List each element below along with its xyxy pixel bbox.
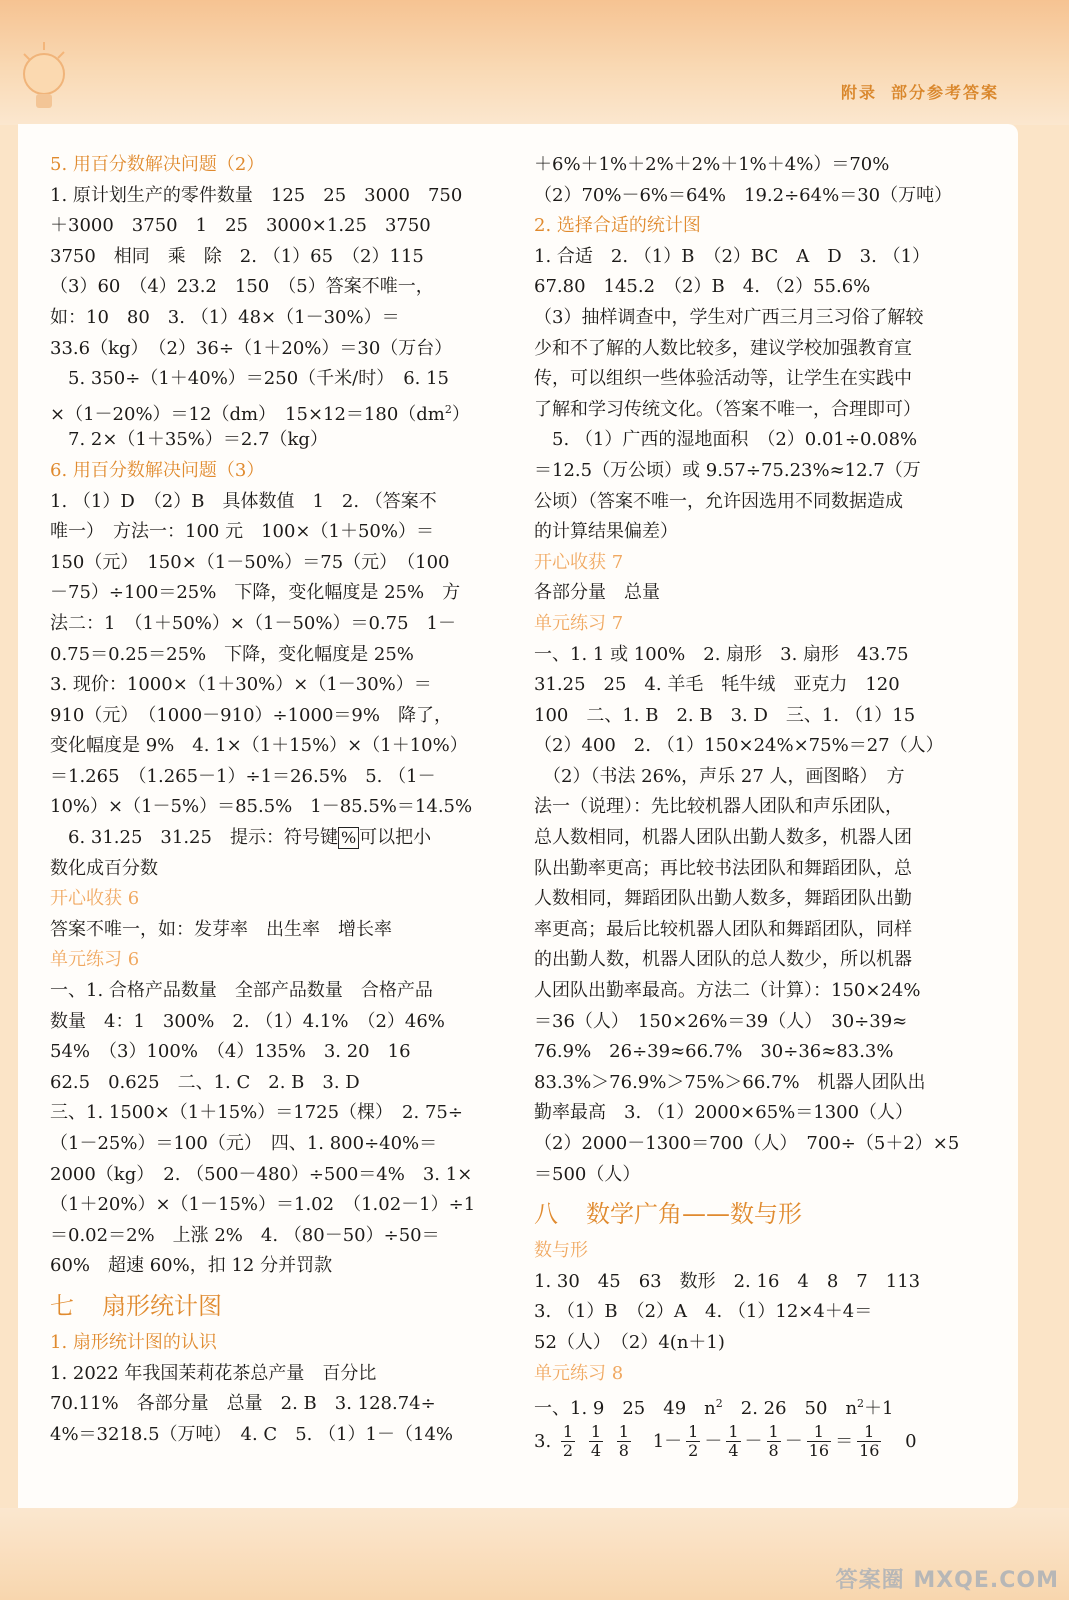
text-fragment: 3. <box>534 1430 552 1452</box>
lightbulb-icon <box>16 40 76 120</box>
text-line: ＝36（人） 150×26%＝39（人） 30÷39≈ <box>534 1010 908 1032</box>
text-line: 了解和学习传统文化。（答案不唯一，合理即可） <box>534 398 921 420</box>
text-line: 10%）×（1－5%）＝85.5% 1－85.5%＝14.5% <box>50 796 473 818</box>
chapter-title: 扇形统计图 <box>102 1291 222 1320</box>
fraction-line <box>534 1420 974 1464</box>
text-line: 5. 350÷（1＋40%）＝250（千米/时） 6. 15 <box>50 368 450 390</box>
minus-sign: － <box>784 1430 803 1452</box>
minus-sign: － <box>704 1430 723 1452</box>
text-line: 54% （3）100% （4）135% 3. 20 16 <box>50 1041 411 1063</box>
text-line: 60% 超速 60%，扣 12 分并罚款 <box>50 1255 333 1277</box>
section-heading: 数与形 <box>534 1240 588 1262</box>
text-line: ＋6%＋1%＋2%＋2%＋1%＋4%）＝70% <box>534 154 890 175</box>
text-line: 三、1. 1500×（1＋15%）＝1725（棵） 2. 75÷ <box>50 1102 463 1124</box>
section-heading: 开心收获 6 <box>50 888 140 910</box>
section-heading: 6. 用百分数解决问题（3） <box>50 459 265 481</box>
section-heading: 单元练习 7 <box>534 612 624 634</box>
text-line: 1. 30 45 63 数形 2. 16 4 8 7 113 <box>534 1270 921 1292</box>
fraction: $\frac{1}{8}$ <box>618 1422 629 1461</box>
fraction: $\frac{1}{4}$ <box>728 1422 739 1461</box>
fraction: $\frac{1}{2}$ <box>562 1422 574 1461</box>
text-line: （1＋20%）×（1－15%）＝1.02 （1.02－1）÷1 <box>50 1194 476 1216</box>
text-line: （1－25%）＝100（元） 四、1. 800÷40%＝ <box>50 1133 438 1154</box>
text-line: 公顷）（答案不唯一，允许因选用不同数据造成 <box>534 490 903 512</box>
text-line: （3）60 （4）23.2 150 （5）答案不唯一， <box>50 276 434 298</box>
text-line: 2000（kg） 2. （500－480）÷500＝4% 3. 1× <box>50 1163 473 1185</box>
text-line: 52（人） （2）4(n＋1) <box>534 1331 725 1353</box>
text-line: ＋3000 3750 1 25 3000×1.25 3750 <box>50 215 431 237</box>
chapter-heading <box>534 1194 974 1234</box>
text-line: 83.3%＞76.9%＞75%＞66.7% 机器人团队出 <box>534 1071 926 1093</box>
text-line: 法一（说理）：先比较机器人团队和声乐团队， <box>534 796 903 818</box>
text-line: 150（元） 150×（1－50%）＝75（元） （100 <box>50 551 450 573</box>
text-line: ＝1.265 （1.265－1）÷1＝26.5% 5. （1－ <box>50 765 436 787</box>
section-heading: 2. 选择合适的统计图 <box>534 215 701 237</box>
text-line: ×（1－20%）＝12（dm） $15\times 12=180(dm^2)$ <box>50 402 470 425</box>
text-fragment: 可以把小 <box>359 827 432 849</box>
text-line: 总人数相同，机器人团队出勤人数多，机器人团 <box>534 827 912 849</box>
text-line: 人团队出勤率最高。方法二（计算）：150×24% <box>534 980 921 1002</box>
left-column <box>50 150 480 1450</box>
text-fragment: 6. 31.25 31.25 提示：符号键 <box>50 827 338 849</box>
text-line: 1. （1）D （2）B 具体数值 1 2. （答案不 <box>50 490 437 512</box>
text-line: ＝500（人） <box>534 1163 641 1185</box>
text-line: 70.11% 各部分量 总量 2. B 3. 128.74÷ <box>50 1393 436 1415</box>
text-line: 67.80 145.2 （2）B 4. （2）55.6% <box>534 276 871 298</box>
text-line: 910（元） （1000－910）÷1000＝9% 降了， <box>50 704 452 726</box>
text-line: （2）400 2. （1）150×24%×75%＝27（人） <box>534 735 944 757</box>
text-line: （2）2000－1300＝700（人） 700÷（5＋2）×5 <box>534 1133 960 1154</box>
chapter-title: 数学广角——数与形 <box>586 1200 802 1229</box>
text-line: 各部分量 总量 <box>534 582 660 604</box>
text-line: 答案不唯一，如：发芽率 出生率 增长率 <box>50 918 392 940</box>
text-line: （3）抽样调查中，学生对广西三月三习俗了解较 <box>534 306 924 328</box>
text-line: 唯一） 方法一：100 元 100×（1＋50%）＝ <box>50 521 434 543</box>
section-heading: 1. 扇形统计图的认识 <box>50 1331 217 1353</box>
text-line: 的出勤人数，机器人团队的总人数少，所以机器 <box>534 949 912 971</box>
text-line: 100 二、1. B 2. B 3. D 三、1. （1）15 <box>534 704 916 726</box>
text-line: ＝0.02＝2% 上涨 2% 4. （80－50）÷50＝ <box>50 1224 440 1246</box>
text-line: 率更高；最后比较机器人团队和舞蹈团队，同样 <box>534 918 912 940</box>
chapter-number: 八 <box>534 1200 558 1229</box>
text-line: 数量 4：1 300% 2. （1）4.1% （2）46% <box>50 1010 445 1032</box>
fraction: $\frac{1}{4}$ <box>590 1422 602 1461</box>
header-band <box>0 0 1069 125</box>
text-line: 一、1. 1 或 100% 2. 扇形 3. 扇形 43.75 <box>534 643 909 665</box>
watermark: 答案圈 MXQE.COM <box>835 1568 1059 1593</box>
fraction: $\frac{1}{16}$ <box>859 1422 880 1461</box>
header-title: 部分参考答案 <box>890 83 999 102</box>
text-line: －75）÷100＝25% 下降，变化幅度是 25% 方 <box>50 582 461 604</box>
text-line: 3. 现价：1000×（1＋30%）×（1－30%）＝ <box>50 674 432 696</box>
text-line: 31.25 25 4. 羊毛 牦牛绒 亚克力 120 <box>534 674 900 696</box>
text-line: 变化幅度是 9% 4. 1×（1＋15%）×（1＋10%） <box>50 735 468 757</box>
text-line: 一、1. 9 25 49 $n^2$ 2. 26 50 $n^2+1$ <box>534 1397 894 1420</box>
section-heading: 单元练习 6 <box>50 949 140 971</box>
text-line: 勤率最高 3. （1）2000×65%＝1300（人） <box>534 1102 914 1124</box>
equals-sign: ＝ <box>835 1430 854 1452</box>
text-line: 33.6（kg） （2）36÷（1＋20%）＝30（万台） <box>50 337 453 359</box>
fraction: $\frac{1}{2}$ <box>688 1422 699 1461</box>
text-fragment: 1－ <box>652 1430 683 1452</box>
text-line: 人数相同，舞蹈团队出勤人数多，舞蹈团队出勤 <box>534 888 912 910</box>
minus-sign: － <box>744 1430 763 1452</box>
percent-key-icon: % <box>338 827 359 849</box>
text-line: 1. 2022 年我国茉莉花茶总产量 百分比 <box>50 1362 377 1384</box>
text-line: 1. 原计划生产的零件数量 125 25 3000 750 <box>50 184 463 206</box>
text-line: 一、1. 合格产品数量 全部产品数量 合格产品 <box>50 980 433 1002</box>
text-line: ＝12.5（万公顷）或 9.57÷75.23%≈12.7（万 <box>534 459 921 481</box>
text-line: 队出勤率更高；再比较书法团队和舞蹈团队，总 <box>534 857 912 879</box>
chapter-heading <box>50 1286 480 1326</box>
text-fragment: 0 <box>905 1430 917 1452</box>
text-line: 法二：1 （1＋50%）×（1－50%）＝0.75 1－ <box>50 612 456 634</box>
page-header <box>827 80 999 103</box>
text-line: 5. （1）广西的湿地面积 （2）0.01÷0.08% <box>534 429 918 451</box>
text-line: 3750 相同 乘 除 2. （1）65 （2）115 <box>50 245 424 267</box>
appendix-label: 附录 <box>840 83 877 102</box>
text-line: 1. 合适 2. （1）B （2）BC A D 3. （1） <box>534 245 931 267</box>
text-line: （2）（书法 26%，声乐 27 人，画图略） 方 <box>534 765 905 787</box>
fraction: $\frac{1}{8}$ <box>768 1422 779 1461</box>
text-line: 62.5 0.625 二、1. C 2. B 3. D <box>50 1071 360 1093</box>
text-line: 0.75＝0.25＝25% 下降，变化幅度是 25% <box>50 643 414 665</box>
text-line: 如：10 80 3. （1）48×（1－30%）＝ <box>50 306 400 328</box>
fraction: $\frac{1}{16}$ <box>808 1422 830 1461</box>
section-heading: 5. 用百分数解决问题（2） <box>50 154 265 175</box>
text-line: 7. 2×（1＋35%）＝2.7（kg） <box>50 429 328 451</box>
section-heading: 单元练习 8 <box>534 1362 624 1384</box>
section-heading: 开心收获 7 <box>534 551 624 573</box>
text-line: （2）70%－6%＝64% 19.2÷64%＝30（万吨） <box>534 184 953 206</box>
text-line: 的计算结果偏差） <box>534 521 678 543</box>
text-line: 数化成百分数 <box>50 857 158 879</box>
text-line: 少和不了解的人数比较多，建议学校加强教育宣 <box>534 337 912 359</box>
chapter-number: 七 <box>50 1291 74 1320</box>
text-line: 76.9% 26÷39≈66.7% 30÷36≈83.3% <box>534 1041 894 1063</box>
text-line <box>50 823 480 854</box>
right-column <box>534 150 974 1464</box>
text-line: 4%＝3218.5（万吨） 4. C 5. （1）1－（14% <box>50 1423 454 1445</box>
text-line: 传，可以组织一些体验活动等，让学生在实践中 <box>534 368 912 390</box>
text-line: 3. （1）B （2）A 4. （1）12×4＋4＝ <box>534 1301 873 1323</box>
